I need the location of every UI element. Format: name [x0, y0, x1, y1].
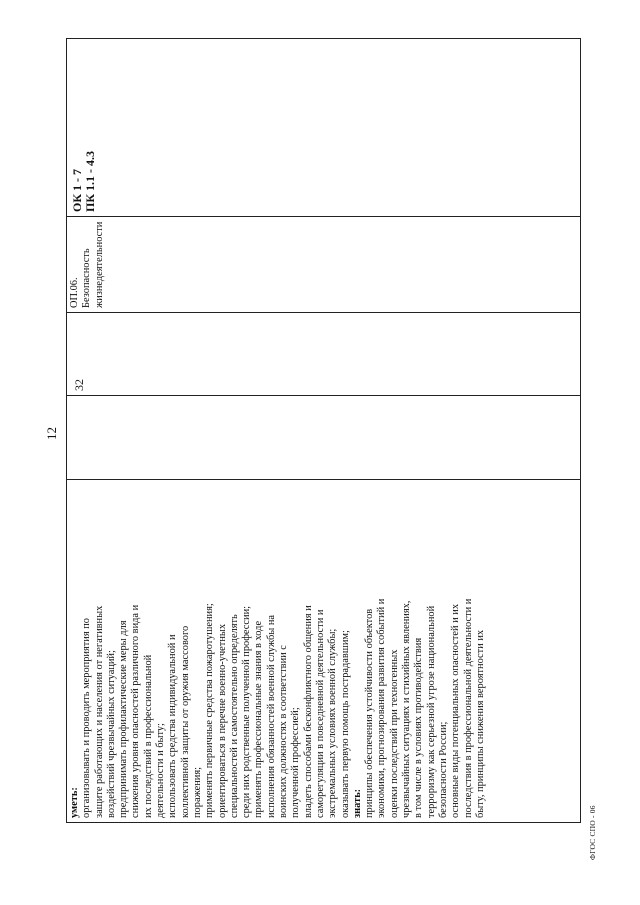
knowledge-line: экономики, прогнозирования развития событий и	[376, 598, 388, 818]
skill-line: специальностей и самостоятельно определять	[228, 614, 240, 818]
knowledge-line: основные виды потенциальных опасностей и их	[450, 603, 462, 818]
discipline-cell	[67, 216, 580, 312]
page-number: 12	[44, 427, 59, 440]
discipline-name-line: жизнедеятельности	[93, 221, 105, 308]
skill-line: предпринимать профилактические меры для	[118, 620, 130, 818]
skill-line: применять первичные средства пожаротушения;	[204, 603, 216, 818]
knowledge-line: безопасности России;	[437, 721, 449, 818]
skill-line: поражения;	[191, 766, 203, 818]
skill-line: ориентироваться в перечне военно-учетных	[216, 623, 228, 818]
knowledge-line: последствия в профессиональной деятельности и	[462, 598, 474, 818]
skill-line: исполнения обязанностей военной службы на	[265, 614, 277, 818]
skill-line: среди них родственные полученной профессии;	[241, 605, 253, 818]
skill-line: деятельности и быту;	[155, 723, 167, 818]
knowledge-line: быту, принципы снижения вероятности их	[474, 629, 486, 818]
skill-line: воинских должностях в соответствии с	[278, 645, 290, 818]
competences-cell	[67, 39, 580, 216]
skill-line: воздействий чрезвычайных ситуаций;	[105, 650, 117, 818]
knowledge-heading: знать:	[351, 788, 363, 818]
table-row	[66, 38, 581, 823]
skill-line: саморегуляции в повседневной деятельности и	[314, 609, 326, 818]
skill-line: снижения уровня опасностей различного вида и	[130, 604, 142, 818]
skill-line: защите работающих и населения от негативных	[93, 605, 105, 818]
knowledge-line: принципы обеспечения устойчивости объектов	[364, 608, 376, 818]
skill-line: владеть способами бесконфликтного общения и	[302, 605, 314, 818]
skill-line: их последствий в профессиональной	[142, 654, 154, 818]
footer-code: ФГОС СПО - 06	[588, 805, 597, 860]
discipline-code: ОП.06.	[69, 277, 80, 308]
hours-cell	[67, 312, 580, 395]
skill-line: использовать средства индивидуальной и	[167, 634, 179, 818]
empty-cell	[67, 395, 580, 479]
skill-line: экстремальных условиях военной службы;	[327, 628, 339, 818]
skill-line: применять профессиональные знания в ходе	[253, 620, 265, 818]
knowledge-line: оценки последствий при техногенных	[388, 649, 400, 818]
skill-line: оказывать первую помощь пострадавшим;	[339, 630, 351, 818]
skills-heading: уметь:	[69, 787, 80, 818]
curriculum-table	[66, 38, 581, 823]
knowledge-line: в том числе в условиях противодействия	[413, 637, 425, 818]
knowledge-line: терроризму как серьезной угрозе национальной	[425, 605, 437, 818]
skill-line: организовывать и проводить мероприятия по	[81, 618, 93, 818]
knowledge-line: чрезвычайных ситуациях и стихийных явлениях,	[401, 600, 413, 818]
skill-line: полученной профессией;	[290, 707, 302, 818]
skills-knowledge-cell	[67, 479, 580, 822]
hours-value: 32	[72, 379, 86, 391]
professional-competences: ПК 1.1 - 4.3	[83, 150, 97, 212]
general-competences: ОК 1 - 7	[70, 168, 84, 212]
discipline-name-line: Безопасность	[81, 248, 93, 308]
skill-line: коллективной защиты от оружия массового	[179, 625, 191, 818]
